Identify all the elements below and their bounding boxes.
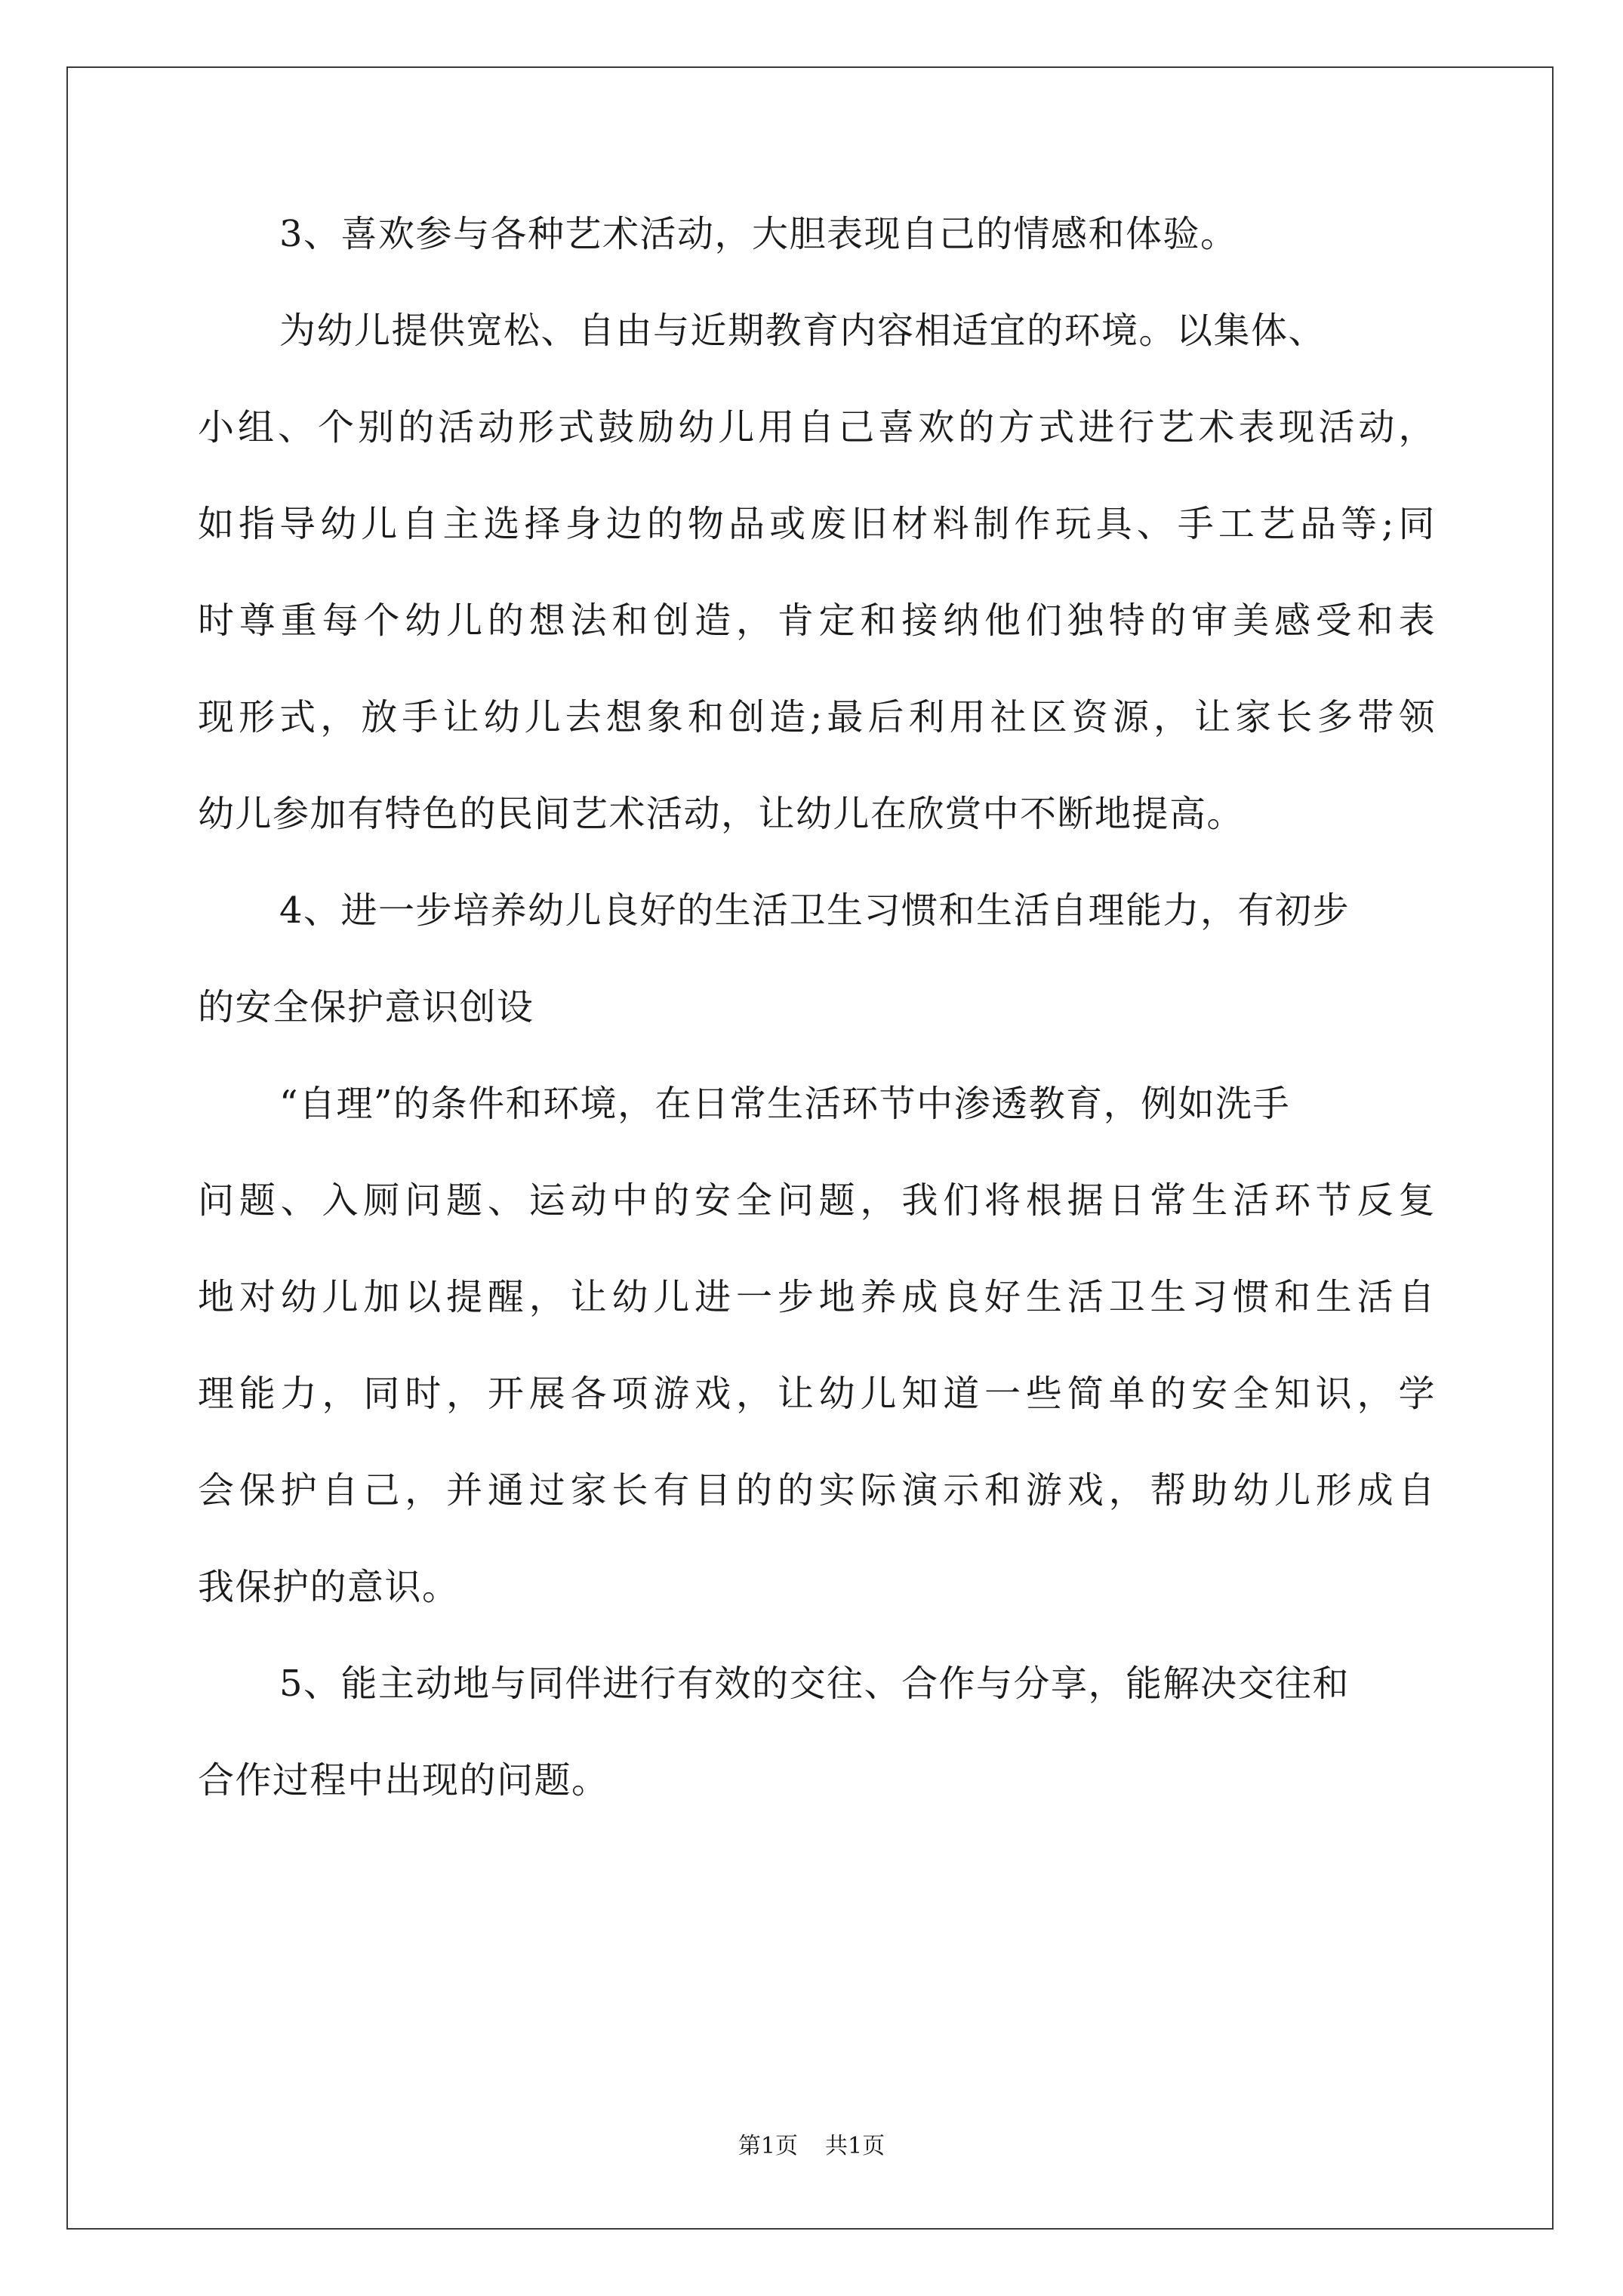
paragraph-line: 小组、个别的活动形式鼓励幼儿用自己喜欢的方式进行艺术表现活动， <box>198 406 1436 448</box>
paragraph-line: 时尊重每个幼儿的想法和创造，肯定和接纳他们独特的审美感受和表 <box>198 599 1436 642</box>
paragraph-line: 合作过程中出现的问题。 <box>198 1759 609 1801</box>
paragraph-line: 5、能主动地与同伴进行有效的交往、合作与分享，能解决交往和 <box>279 1663 1350 1705</box>
paragraph-line: 现形式，放手让幼儿去想象和创造;最后利用社区资源，让家长多带领 <box>198 696 1436 738</box>
paragraph-line: 的安全保护意识创设 <box>198 986 534 1028</box>
paragraph-line: 为幼儿提供宽松、自由与近期教育内容相适宜的环境。以集体、 <box>279 310 1326 352</box>
page-frame <box>66 66 1554 2230</box>
paragraph-line: 问题、入厕问题、运动中的安全问题，我们将根据日常生活环节反复 <box>198 1179 1436 1222</box>
paragraph-line: 理能力，同时，开展各项游戏，让幼儿知道一些简单的安全知识，学 <box>198 1373 1436 1415</box>
page-total: 共1页 <box>825 2133 885 2159</box>
paragraph-line: 地对幼儿加以提醒，让幼儿进一步地养成良好生活卫生习惯和生活自 <box>198 1276 1436 1318</box>
paragraph-line: 如指导幼儿自主选择身边的物品或废旧材料制作玩具、手工艺品等;同 <box>198 503 1436 545</box>
paragraph-line: 我保护的意识。 <box>198 1566 460 1608</box>
page-footer <box>0 2133 1623 2160</box>
paragraph-line: 4、进一步培养幼儿良好的生活卫生习惯和生活自理能力，有初步 <box>279 889 1350 932</box>
paragraph-line: 3、喜欢参与各种艺术活动，大胆表现自己的情感和体验。 <box>279 213 1238 255</box>
paragraph-line: 幼儿参加有特色的民间艺术活动，让幼儿在欣赏中不断地提高。 <box>198 793 1245 835</box>
paragraph-line: 会保护自己，并通过家长有目的的实际演示和游戏，帮助幼儿形成自 <box>198 1469 1436 1512</box>
paragraph-line: “自理”的条件和环境，在日常生活环节中渗透教育，例如洗手 <box>279 1083 1291 1125</box>
page-number: 第1页 <box>738 2133 798 2159</box>
